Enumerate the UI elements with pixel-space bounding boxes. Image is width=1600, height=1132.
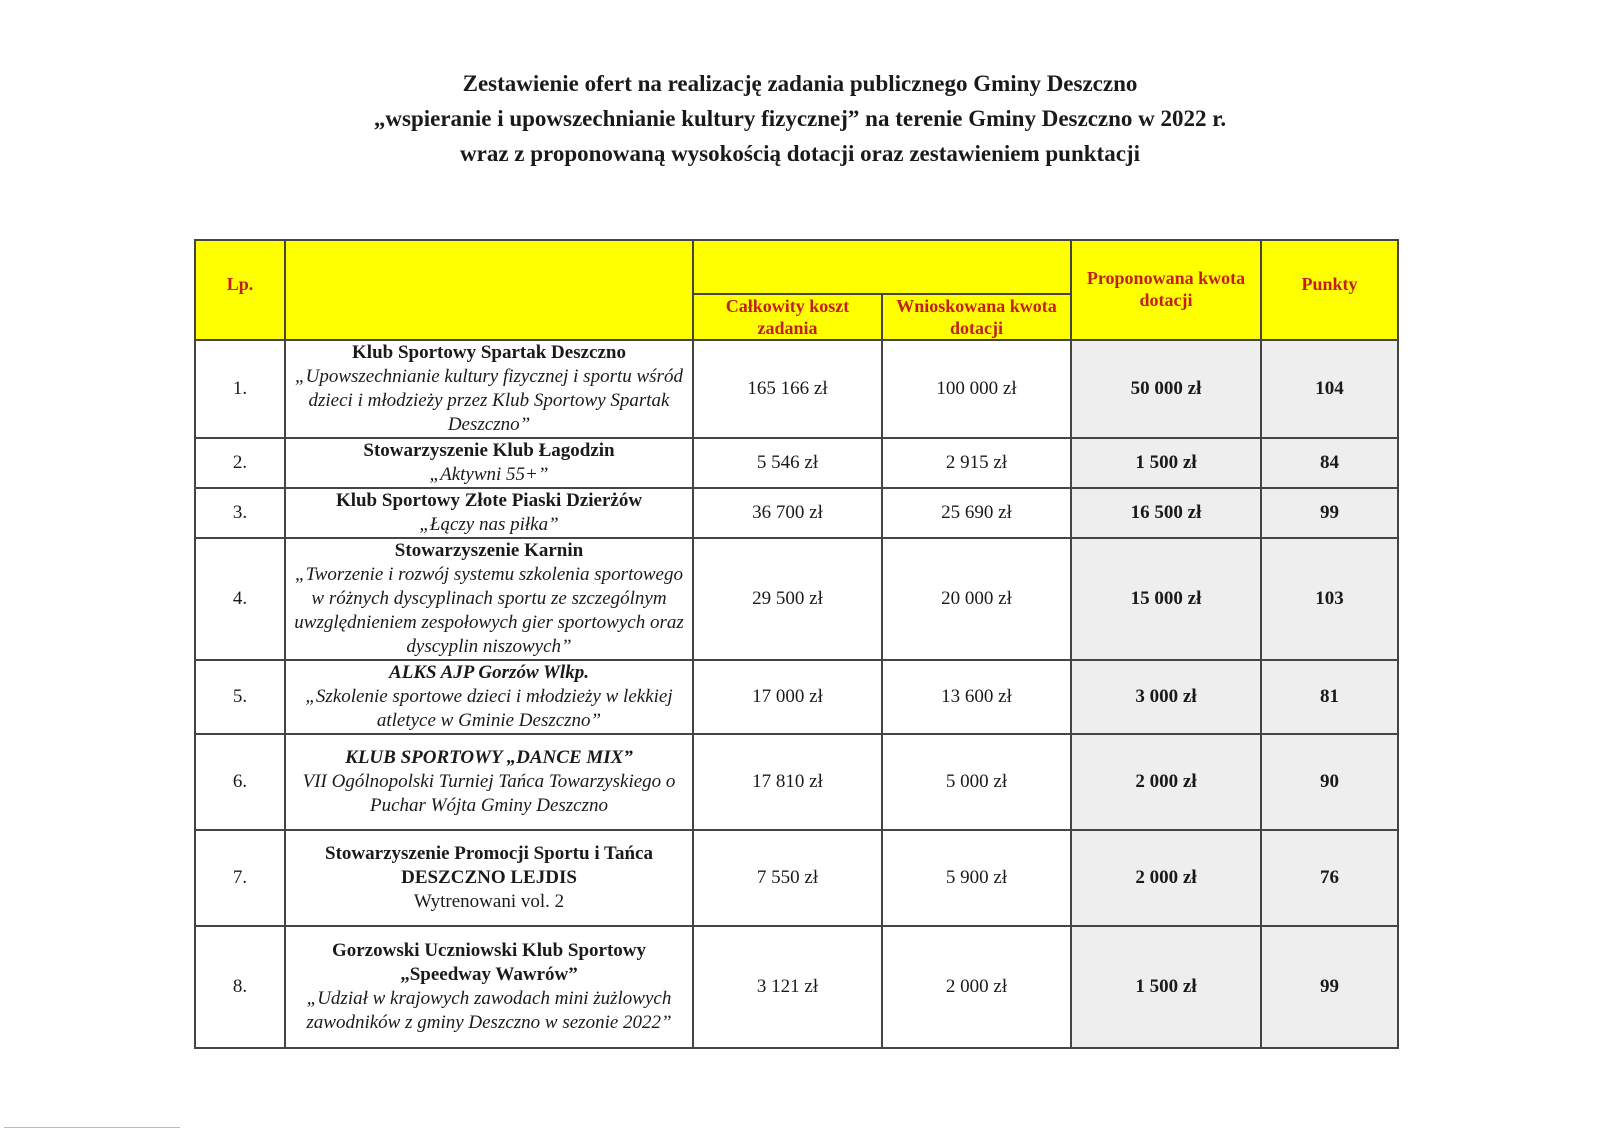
row-lp: 6. (195, 734, 285, 830)
row-total-cost: 36 700 zł (693, 488, 882, 538)
title-line-2: „wspieranie i upowszechnianie kultury fizycznej” na terenie Gminy Deszczno w 2022 r. (373, 106, 1227, 131)
organization-name: Stowarzyszenie Promocji Sportu i Tańca DESZCZNO LEJDIS (325, 843, 653, 888)
row-proposed: 2 000 zł (1071, 734, 1261, 830)
row-proposed: 16 500 zł (1071, 488, 1261, 538)
table-row (195, 538, 1398, 660)
row-points: 104 (1261, 340, 1398, 438)
row-requested: 13 600 zł (882, 660, 1071, 734)
row-points: 90 (1261, 734, 1398, 830)
row-proposed: 15 000 zł (1071, 538, 1261, 660)
organization-name: Stowarzyszenie Karnin (394, 540, 584, 561)
row-lp: 1. (195, 340, 285, 438)
table-body (195, 340, 1398, 1048)
row-requested: 20 000 zł (882, 538, 1071, 660)
row-total-cost: 29 500 zł (693, 538, 882, 660)
project-title: „Aktywni 55+” (429, 464, 549, 485)
project-title: „Upowszechnianie kultury fizycznej i sportu wśród dzieci i młodzieży przez Klub Sportowy Spartak Deszczno” (295, 366, 683, 435)
row-requested: 100 000 zł (882, 340, 1071, 438)
row-requested: 5 000 zł (882, 734, 1071, 830)
scan-edge-line (4, 1127, 180, 1128)
row-lp: 4. (195, 538, 285, 660)
row-total-cost: 3 121 zł (693, 926, 882, 1048)
header-proposed: Proponowana kwota dotacji (1071, 240, 1261, 340)
project-title: „Tworzenie i rozwój systemu szkolenia sportowego w różnych dyscyplinach sportu ze szczególnym uwzględnieniem zespołowych gier sportowych oraz dyscyplin niszowych” (294, 564, 684, 657)
row-offer (285, 660, 693, 734)
row-total-cost: 17 000 zł (693, 660, 882, 734)
row-total-cost: 165 166 zł (693, 340, 882, 438)
row-proposed: 1 500 zł (1071, 438, 1261, 488)
table-row (195, 660, 1398, 734)
project-title: Wytrenowani vol. 2 (413, 891, 565, 912)
header-total-cost: Całkowity koszt zadania (693, 294, 882, 340)
row-offer (285, 830, 693, 926)
table-row (195, 438, 1398, 488)
header-lp: Lp. (195, 240, 285, 340)
row-offer (285, 926, 693, 1048)
row-proposed: 1 500 zł (1071, 926, 1261, 1048)
row-requested: 5 900 zł (882, 830, 1071, 926)
row-offer (285, 438, 693, 488)
project-title: „Szkolenie sportowe dzieci i młodzieży w lekkiej atletyce w Gminie Deszczno” (305, 686, 673, 731)
project-title: VII Ogólnopolski Turniej Tańca Towarzyskiego o Puchar Wójta Gminy Deszczno (302, 771, 676, 816)
row-offer (285, 734, 693, 830)
row-requested: 2 915 zł (882, 438, 1071, 488)
row-total-cost: 5 546 zł (693, 438, 882, 488)
table-row (195, 488, 1398, 538)
header-organization (285, 240, 693, 340)
organization-name: Stowarzyszenie Klub Łagodzin (363, 440, 615, 461)
row-lp: 3. (195, 488, 285, 538)
project-title: „Łączy nas piłka” (419, 514, 559, 535)
row-points: 84 (1261, 438, 1398, 488)
row-requested: 25 690 zł (882, 488, 1071, 538)
row-offer (285, 538, 693, 660)
organization-name: Gorzowski Uczniowski Klub Sportowy „Speedway Wawrów” (331, 940, 647, 985)
row-lp: 8. (195, 926, 285, 1048)
table-row (195, 830, 1398, 926)
table-row (195, 340, 1398, 438)
row-offer (285, 340, 693, 438)
title-line-1: Zestawienie ofert na realizację zadania publicznego Gminy Deszczno (462, 71, 1138, 96)
organization-name: Klub Sportowy Złote Piaski Dzierżów (335, 490, 643, 511)
row-points: 81 (1261, 660, 1398, 734)
organization-name: Klub Sportowy Spartak Deszczno (352, 342, 626, 363)
title-line-3: wraz z proponowaną wysokością dotacji oraz zestawieniem punktacji (460, 141, 1140, 166)
row-total-cost: 7 550 zł (693, 830, 882, 926)
offers-table (194, 239, 1399, 1049)
project-title: „Udział w krajowych zawodach mini żużlowych zawodników z gminy Deszczno w sezonie 2022” (306, 988, 672, 1033)
header-requested: Wnioskowana kwota dotacji (882, 294, 1071, 340)
table-header (195, 240, 1398, 340)
row-proposed: 2 000 zł (1071, 830, 1261, 926)
row-lp: 2. (195, 438, 285, 488)
organization-name: KLUB SPORTOWY „DANCE MIX” (345, 747, 633, 768)
row-proposed: 50 000 zł (1071, 340, 1261, 438)
row-points: 99 (1261, 926, 1398, 1048)
row-total-cost: 17 810 zł (693, 734, 882, 830)
organization-name: ALKS AJP Gorzów Wlkp. (389, 662, 589, 683)
table-row (195, 734, 1398, 830)
row-offer (285, 488, 693, 538)
document-title (0, 66, 1600, 171)
row-lp: 5. (195, 660, 285, 734)
header-points: Punkty (1261, 240, 1398, 340)
row-requested: 2 000 zł (882, 926, 1071, 1048)
row-points: 99 (1261, 488, 1398, 538)
row-points: 76 (1261, 830, 1398, 926)
row-proposed: 3 000 zł (1071, 660, 1261, 734)
header-costs-group (693, 240, 1071, 294)
row-lp: 7. (195, 830, 285, 926)
table-row (195, 926, 1398, 1048)
row-points: 103 (1261, 538, 1398, 660)
